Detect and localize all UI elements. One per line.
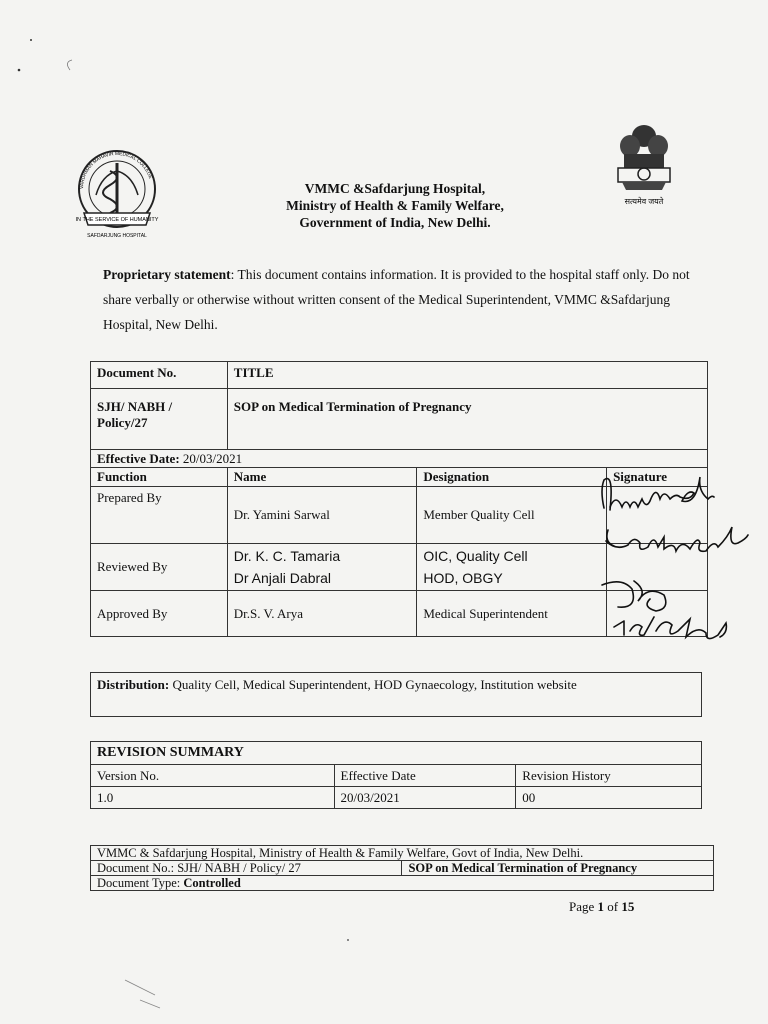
reviewed-by-names bbox=[227, 544, 417, 591]
revision-date: 20/03/2021 bbox=[334, 787, 516, 809]
doc-no-label: Document No. bbox=[91, 362, 228, 389]
reviewed-by-designation-2: HOD, OBGY bbox=[423, 570, 503, 586]
distribution-label: Distribution: bbox=[97, 677, 170, 692]
reviewed-by-designations bbox=[417, 544, 607, 591]
title-label: TITLE bbox=[227, 362, 707, 389]
header-signature: Signature bbox=[607, 468, 708, 487]
seal-ribbon-text: IN THE SERVICE OF HUMANITY bbox=[75, 217, 159, 223]
distribution-text: Quality Cell, Medical Superintendent, HOD Gynaecology, Institution website bbox=[169, 677, 577, 692]
revision-header-version: Version No. bbox=[91, 765, 335, 787]
reviewed-by-name-1: Dr. K. C. Tamaria bbox=[233, 548, 341, 564]
signature-anjali bbox=[606, 527, 748, 551]
national-emblem-logo bbox=[612, 120, 676, 204]
prepared-by-name: Dr. Yamini Sarwal bbox=[227, 487, 417, 544]
effective-date-value: 20/03/2021 bbox=[182, 450, 243, 466]
page-prefix: Page bbox=[569, 899, 595, 914]
page-sep: of bbox=[607, 899, 619, 914]
college-seal-logo bbox=[66, 145, 168, 245]
approved-by-name: Dr.S. V. Arya bbox=[227, 591, 417, 637]
seal-bottom-text: SAFDARJUNG HOSPITAL bbox=[87, 233, 147, 239]
emblem-motto: सत्यमेव जयते bbox=[624, 197, 664, 206]
handwritten-signatures bbox=[590, 455, 768, 655]
distribution-box bbox=[90, 672, 702, 717]
proprietary-text: : This document contains information. It is provided to the hospital staff only. Do not share verbally or otherwise without written consent of the Medical Superintendent, VMMC &Safdarjung Hospital, New Delhi. bbox=[103, 267, 690, 332]
header-line-1: VMMC &Safdarjung Hospital, bbox=[304, 181, 486, 196]
doc-no-value: SJH/ NABH / Policy/27 bbox=[91, 389, 228, 450]
reviewed-by-designation-1: OIC, Quality Cell bbox=[423, 548, 528, 564]
revision-header-history: Revision History bbox=[516, 765, 702, 787]
revision-header-date: Effective Date bbox=[334, 765, 516, 787]
prepared-by-designation: Member Quality Cell bbox=[417, 487, 607, 544]
page-total: 15 bbox=[621, 899, 635, 914]
doc-title-value: SOP on Medical Termination of Pregnancy bbox=[227, 389, 707, 450]
revision-history: 00 bbox=[516, 787, 702, 809]
footer-doc-no: Document No.: SJH/ NABH / Policy/ 27 bbox=[91, 861, 402, 876]
revision-summary-table bbox=[90, 741, 702, 809]
footer-doc-type-label: Document Type: bbox=[97, 876, 181, 890]
footer-doc-type-value: Controlled bbox=[183, 876, 241, 890]
proprietary-statement bbox=[103, 262, 703, 337]
approved-by-designation: Medical Superintendent bbox=[417, 591, 607, 637]
reviewed-by-name-2: Dr Anjali Dabral bbox=[233, 570, 332, 586]
header-function: Function bbox=[91, 468, 228, 487]
page-number bbox=[569, 899, 634, 915]
hospital-header bbox=[200, 180, 590, 231]
footer-doc-type bbox=[91, 876, 714, 891]
revision-version: 1.0 bbox=[91, 787, 335, 809]
footer-table bbox=[90, 845, 714, 891]
reviewed-by-label: Reviewed By bbox=[91, 544, 228, 591]
revision-summary-title: REVISION SUMMARY bbox=[91, 742, 702, 765]
proprietary-label: Proprietary statement bbox=[103, 267, 231, 282]
footer-title: SOP on Medical Termination of Pregnancy bbox=[402, 861, 714, 876]
footer-hospital-line: VMMC & Safdarjung Hospital, Ministry of Health & Family Welfare, Govt of India, New Delhi. bbox=[91, 846, 714, 861]
signature-yamini bbox=[602, 479, 611, 510]
header-line-3: Government of India, New Delhi. bbox=[299, 215, 491, 230]
header-line-2: Ministry of Health & Family Welfare, bbox=[286, 198, 504, 213]
prepared-by-label: Prepared By bbox=[91, 487, 228, 544]
approved-by-label: Approved By bbox=[91, 591, 228, 637]
signature-date bbox=[614, 617, 726, 639]
seal-top-text: VARDHMAN MAHAVIR MEDICAL COLLEGE bbox=[79, 151, 153, 190]
header-designation: Designation bbox=[417, 468, 607, 487]
effective-date-label: Effective Date: bbox=[97, 450, 180, 466]
page-current: 1 bbox=[597, 899, 605, 914]
header-name: Name bbox=[227, 468, 417, 487]
signature-arya bbox=[602, 581, 666, 611]
